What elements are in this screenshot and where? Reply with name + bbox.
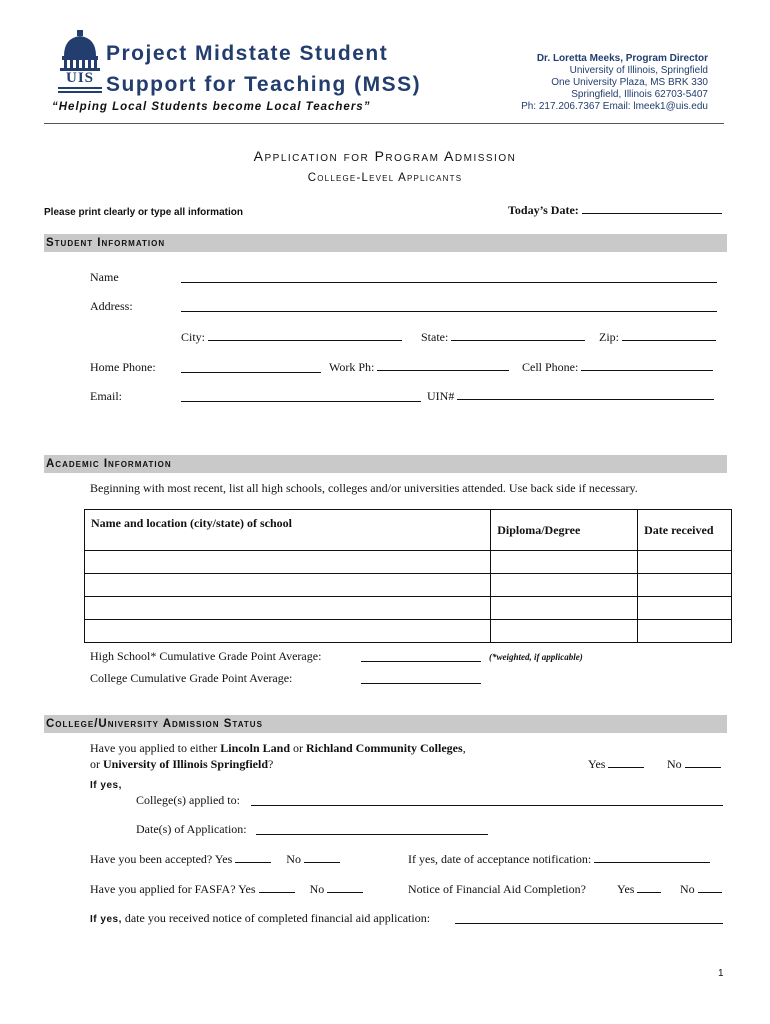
dates-application-label: Date(s) of Application:	[136, 822, 247, 836]
school-cell[interactable]	[85, 551, 491, 574]
email-label: Email:	[90, 389, 122, 403]
zip-field[interactable]	[599, 330, 716, 345]
school-cell[interactable]	[85, 597, 491, 620]
home-phone-input[interactable]	[181, 362, 321, 373]
name-input[interactable]	[181, 272, 717, 283]
school-cell[interactable]	[85, 574, 491, 597]
page-number: 1	[718, 968, 724, 979]
todays-date-label: Today’s Date:	[508, 203, 579, 217]
admission-status-section	[44, 715, 727, 733]
form-subtitle: College-Level Applicants	[307, 172, 463, 184]
email-input[interactable]	[181, 391, 421, 402]
accepted-yes-input[interactable]	[235, 852, 271, 863]
if-yes-label: If yes,	[90, 780, 122, 791]
address-line2: Springfield, Illinois 62703-5407	[571, 89, 708, 100]
dates-application-input[interactable]	[256, 824, 488, 835]
zip-label: Zip:	[599, 330, 619, 344]
home-phone-label: Home Phone:	[90, 360, 156, 374]
work-phone-label: Work Ph:	[329, 360, 375, 374]
q1-text: Have you applied to either	[90, 741, 221, 755]
q1-uis: University of Illinois Springfield	[103, 757, 269, 771]
degree-cell[interactable]	[491, 597, 638, 620]
applied-question-line1	[90, 741, 466, 756]
aid-yes-label: Yes	[617, 882, 635, 896]
aid-notice-no-field[interactable]	[680, 882, 722, 897]
colleges-applied-input[interactable]	[251, 795, 723, 806]
date-cell[interactable]	[638, 574, 732, 597]
state-label: State:	[421, 330, 449, 344]
accepted-field	[90, 852, 340, 867]
q1-lincoln-land: Lincoln Land	[220, 741, 290, 755]
table-row	[85, 574, 732, 597]
table-header-school: Name and location (city/state) of school	[85, 510, 491, 551]
date-cell[interactable]	[638, 597, 732, 620]
aid-notice-label: Notice of Financial Aid Completion?	[408, 882, 586, 896]
accepted-yes-label: Yes	[214, 852, 233, 866]
yes-label: Yes	[588, 757, 606, 771]
form-title: Application for Program Admission	[253, 148, 517, 164]
program-title-line1: Project Midstate Student	[106, 42, 389, 65]
fasfa-no-label: No	[309, 882, 325, 896]
fasfa-yes-input[interactable]	[259, 882, 295, 893]
degree-cell[interactable]	[491, 574, 638, 597]
college-gpa-input[interactable]	[361, 673, 481, 684]
uin-label: UIN#	[427, 389, 455, 403]
table-row	[85, 597, 732, 620]
name-label: Name	[90, 270, 119, 284]
hs-gpa-input[interactable]	[361, 651, 481, 662]
header-divider	[44, 123, 724, 124]
degree-cell[interactable]	[491, 551, 638, 574]
director-name: Dr. Loretta Meeks, Program Director	[536, 53, 708, 64]
admission-status-heading: College/University Admission Status	[46, 718, 263, 730]
phone-email: Ph: 217.206.7367 Email: lmeek1@uis.edu	[521, 101, 708, 112]
schools-table	[84, 509, 732, 643]
q1-comma: ,	[462, 741, 466, 755]
no-label: No	[667, 757, 682, 771]
contact-block	[521, 53, 708, 113]
city-label: City:	[181, 330, 206, 344]
address-label: Address:	[90, 299, 133, 313]
table-header-degree: Diploma/Degree	[491, 510, 638, 551]
cell-phone-field[interactable]	[522, 360, 713, 375]
student-info-section	[44, 234, 727, 252]
college-gpa-label: College Cumulative Grade Point Average:	[90, 671, 293, 685]
fasfa-no-input[interactable]	[327, 882, 363, 893]
table-row	[85, 620, 732, 643]
table-row	[85, 551, 732, 574]
uis-logo-text: UIS	[65, 70, 94, 86]
aid-date-field	[90, 911, 430, 926]
address-input[interactable]	[181, 301, 717, 312]
fasfa-field	[90, 882, 363, 897]
date-cell[interactable]	[638, 551, 732, 574]
university-name: University of Illinois, Springfield	[569, 65, 708, 76]
applied-question-line2	[90, 757, 273, 772]
hs-gpa-label: High School* Cumulative Grade Point Average:	[90, 649, 322, 663]
instructions: Please print clearly or type all information	[44, 207, 243, 218]
todays-date-field[interactable]	[508, 203, 722, 218]
q1-no-field[interactable]	[667, 757, 721, 772]
work-phone-field[interactable]	[329, 360, 509, 375]
city-field[interactable]	[181, 330, 402, 345]
academic-instructions: Beginning with most recent, list all high schools, colleges and/or universities attended. Use back side if necessary.	[90, 481, 638, 495]
q1-qmark: ?	[268, 757, 274, 771]
accepted-no-label: No	[286, 852, 301, 866]
accepted-no-input[interactable]	[304, 852, 340, 863]
q1-richland: Richland Community Colleges	[306, 741, 463, 755]
q1-or2: or	[90, 757, 103, 771]
program-tagline: “Helping Local Students become Local Teachers”	[52, 101, 371, 113]
address-line1: One University Plaza, MS BRK 330	[551, 77, 708, 88]
q1-or: or	[290, 741, 306, 755]
program-title-line2: Support for Teaching (MSS)	[106, 73, 422, 96]
cell-phone-label: Cell Phone:	[522, 360, 579, 374]
fasfa-label: Have you applied for FASFA?	[90, 882, 236, 896]
student-info-heading: Student Information	[46, 237, 166, 249]
table-header-date: Date received	[638, 510, 732, 551]
date-cell[interactable]	[638, 620, 732, 643]
degree-cell[interactable]	[491, 620, 638, 643]
aid-date-label: date you received notice of completed financial aid application:	[121, 911, 431, 925]
colleges-applied-label: College(s) applied to:	[136, 793, 240, 807]
school-cell[interactable]	[85, 620, 491, 643]
aid-notice-yes-field[interactable]	[617, 882, 661, 897]
academic-info-heading: Academic Information	[46, 458, 172, 470]
hs-gpa-note: (*weighted, if applicable)	[489, 652, 583, 662]
fasfa-yes-label: Yes	[238, 882, 256, 896]
acceptance-date-field[interactable]	[408, 852, 710, 867]
aid-if-yes: If yes,	[90, 914, 122, 925]
accepted-label: Have you been accepted?	[90, 852, 213, 866]
q1-yes-field[interactable]	[588, 757, 644, 772]
academic-info-section	[44, 455, 727, 473]
state-field[interactable]	[421, 330, 585, 345]
aid-no-label: No	[680, 882, 695, 896]
acceptance-date-label: If yes, date of acceptance notification:	[408, 852, 592, 866]
uin-field[interactable]	[427, 389, 714, 404]
aid-date-input[interactable]	[455, 913, 723, 924]
